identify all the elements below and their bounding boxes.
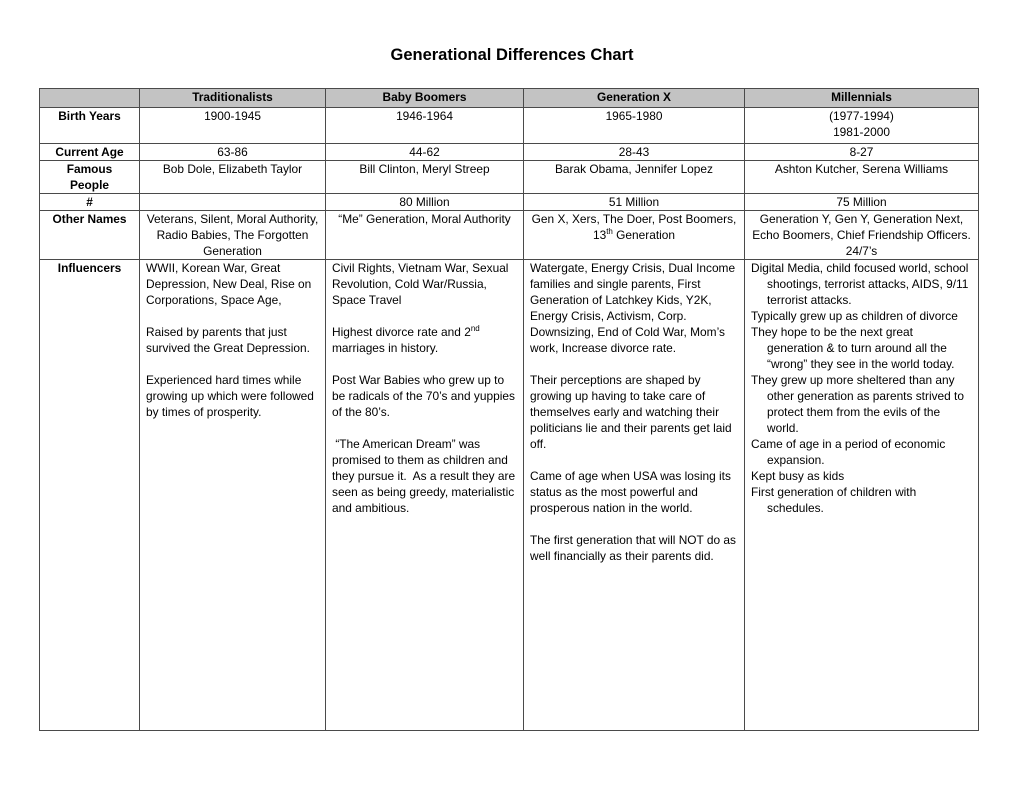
influencer-item: First generation of children with schedules. — [751, 485, 917, 515]
cell-count-baby-boomers: 80 Million — [326, 194, 524, 211]
col-header-traditionalists: Traditionalists — [140, 89, 326, 108]
cell-names-baby-boomers: “Me” Generation, Moral Authority — [326, 211, 524, 260]
cell-famous-baby-boomers: Bill Clinton, Meryl Streep — [326, 161, 524, 194]
cell-birth-generation-x: 1965-1980 — [524, 108, 745, 144]
row-famous-people — [40, 161, 979, 194]
influencer-item: Kept busy as kids — [751, 469, 845, 483]
row-count — [40, 194, 979, 211]
cell-age-traditionalists: 63-86 — [140, 144, 326, 161]
cell-age-baby-boomers: 44-62 — [326, 144, 524, 161]
row-current-age — [40, 144, 979, 161]
influencer-item: Typically grew up as children of divorce — [751, 309, 958, 323]
col-header-millennials: Millennials — [745, 89, 979, 108]
cell-famous-traditionalists: Bob Dole, Elizabeth Taylor — [140, 161, 326, 194]
cell-birth-traditionalists: 1900-1945 — [140, 108, 326, 144]
influencer-paragraph: The first generation that will NOT do as well financially as their parents did. — [530, 533, 736, 563]
influencer-paragraph: Raised by parents that just survived the Great Depression. — [146, 325, 310, 355]
generational-table — [39, 88, 979, 731]
influencer-paragraph — [332, 324, 517, 356]
influencer-paragraph: Experienced hard times while growing up which were followed by times of prosperity. — [146, 373, 314, 419]
cell-names-generation-x — [524, 211, 745, 260]
row-other-names — [40, 211, 979, 260]
influencer-paragraph: Their perceptions are shaped by growing up having to take care of themselves early and watching their politicians lie and their parents get laid off. — [530, 373, 732, 451]
corner-cell — [40, 89, 140, 108]
cell-birth-millennials — [745, 108, 979, 144]
cell-birth-baby-boomers: 1946-1964 — [326, 108, 524, 144]
cell-names-millennials: Generation Y, Gen Y, Generation Next, Echo Boomers, Chief Friendship Officers. 24/7’s — [745, 211, 979, 260]
header-row — [40, 89, 979, 108]
cell-influencers-traditionalists — [140, 260, 326, 731]
names-genx-text: Gen X, Xers, The Doer, Post Boomers, 13 — [531, 212, 737, 242]
influencer-paragraph: Came of age when USA was losing its status as the most powerful and prosperous nation in the world. — [530, 469, 731, 515]
influencer-paragraph: Civil Rights, Vietnam War, Sexual Revolution, Cold War/Russia, Space Travel — [332, 261, 509, 307]
row-birth-years — [40, 108, 979, 144]
divorce-tail: marriages in history. — [332, 341, 439, 355]
influencer-item: Came of age in a period of economic expansion. — [751, 437, 946, 467]
cell-famous-generation-x: Barak Obama, Jennifer Lopez — [524, 161, 745, 194]
influencer-paragraph: Post War Babies who grew up to be radicals of the 70’s and yuppies of the 80’s. — [332, 373, 515, 419]
row-label-count: # — [40, 194, 140, 211]
divorce-text: Highest divorce rate and 2 — [332, 325, 471, 339]
row-influencers — [40, 260, 979, 731]
row-label-famous-people: Famous People — [40, 161, 140, 194]
birth-millennials-range-2: 1981-2000 — [833, 125, 890, 139]
cell-names-traditionalists: Veterans, Silent, Moral Authority, Radio Babies, The Forgotten Generation — [140, 211, 326, 260]
col-header-generation-x: Generation X — [524, 89, 745, 108]
divorce-superscript: nd — [470, 324, 480, 334]
cell-age-millennials: 8-27 — [745, 144, 979, 161]
influencer-item: Digital Media, child focused world, school shootings, terrorist attacks, AIDS, 9/11 terrorist attacks. — [751, 261, 969, 307]
row-label-current-age: Current Age — [40, 144, 140, 161]
influencer-paragraph: WWII, Korean War, Great Depression, New Deal, Rise on Corporations, Space Age, — [146, 261, 312, 307]
cell-count-millennials: 75 Million — [745, 194, 979, 211]
names-genx-superscript: th — [606, 227, 613, 237]
row-label-other-names: Other Names — [40, 211, 140, 260]
cell-influencers-millennials — [745, 260, 979, 731]
cell-count-traditionalists — [140, 194, 326, 211]
influencer-item: They grew up more sheltered than any other generation as parents strived to protect them from the evils of the world. — [751, 373, 964, 435]
page-title: Generational Differences Chart — [390, 46, 634, 64]
cell-influencers-baby-boomers — [326, 260, 524, 731]
cell-influencers-generation-x — [524, 260, 745, 731]
names-genx-tail: Generation — [612, 228, 676, 242]
influencer-paragraph: Watergate, Energy Crisis, Dual Income families and single parents, First Generation of Latchkey Kids, Y2K, Energy Crisis, Activism, Corp. Downsizing, End of Cold War, Mom’s work, Increase divorce rate. — [530, 261, 736, 355]
influencer-paragraph: “The American Dream” was promised to them as children and they pursue it. As a result they are seen as being greedy, materialistic and ambitious. — [332, 437, 519, 515]
influencer-item: They hope to be the next great generation & to turn around all the “wrong” they see in the world today. — [751, 325, 955, 371]
birth-millennials-range-1: (1977-1994) — [829, 109, 894, 123]
row-label-birth-years: Birth Years — [40, 108, 140, 144]
row-label-influencers: Influencers — [40, 260, 140, 731]
col-header-baby-boomers: Baby Boomers — [326, 89, 524, 108]
cell-count-generation-x: 51 Million — [524, 194, 745, 211]
cell-famous-millennials: Ashton Kutcher, Serena Williams — [745, 161, 979, 194]
cell-age-generation-x: 28-43 — [524, 144, 745, 161]
